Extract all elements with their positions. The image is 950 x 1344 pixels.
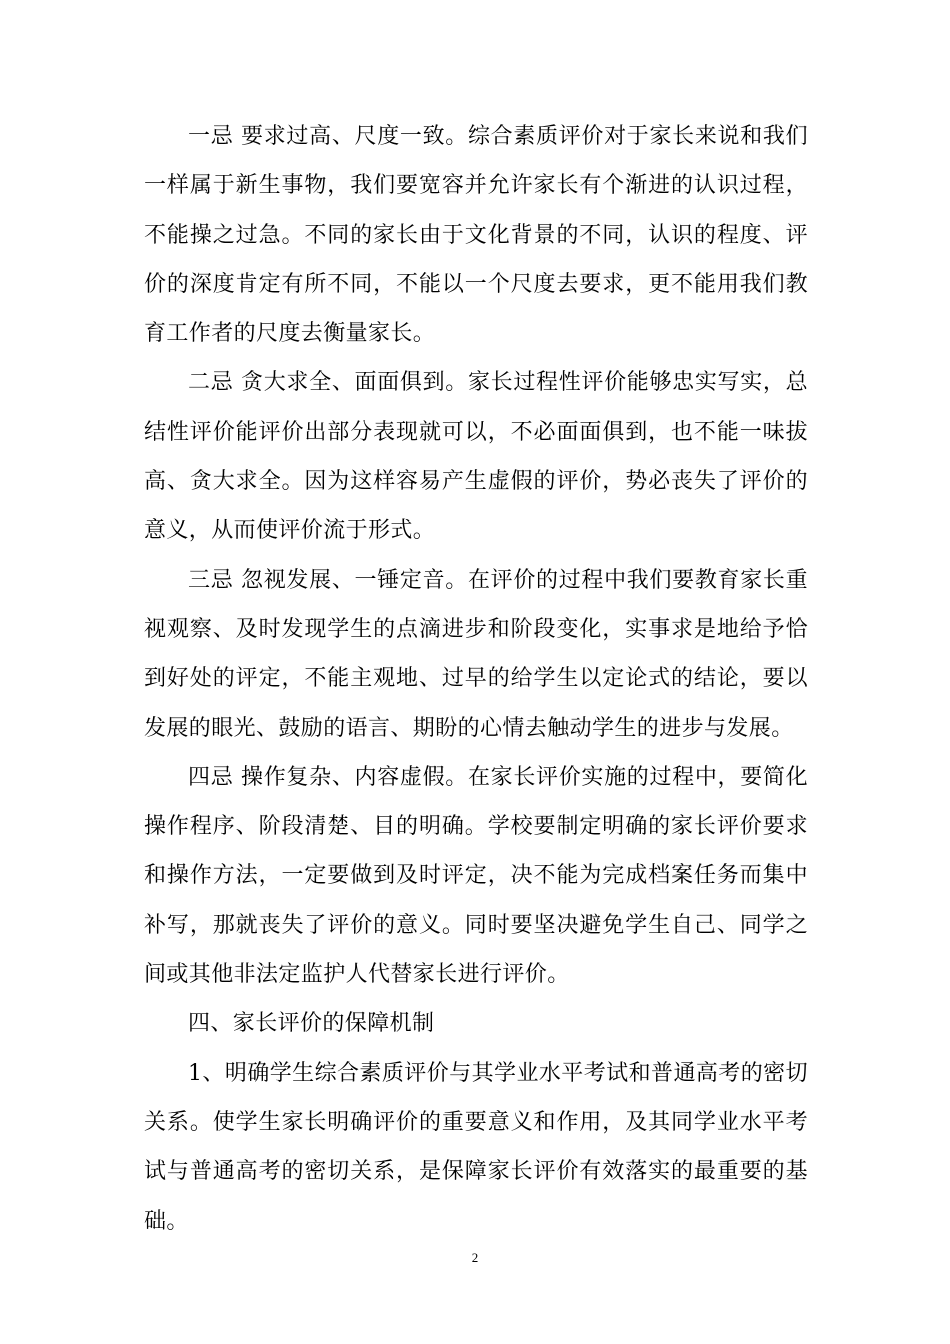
- document-body: [144, 112, 808, 1246]
- paragraph-item-1: 1、明确学生综合素质评价与其学业水平考试和普通高考的密切关系。使学生家长明确评价的重要意义和作用，及其同学业水平考试与普通高考的密切关系，是保障家长评价有效落实的最重要的基础。: [144, 1060, 808, 1234]
- section-heading: 四、家长评价的保障机制: [188, 1011, 435, 1037]
- paragraph-taboo-3: 三忌 忽视发展、一锤定音。在评价的过程中我们要教育家长重视观察、及时发现学生的点滴进步和阶段变化，实事求是地给予恰到好处的评定，不能主观地、过早的给学生以定论式的结论，要以发展的眼光、鼓励的语言、期盼的心情去触动学生的进步与发展。: [144, 567, 808, 741]
- paragraph-taboo-4: 四忌 操作复杂、内容虚假。在家长评价实施的过程中，要简化操作程序、阶段清楚、目的明确。学校要制定明确的家长评价要求和操作方法，一定要做到及时评定，决不能为完成档案任务而集中补写，那就丧失了评价的意义。同时要坚决避免学生自己、同学之间或其他非法定监护人代替家长进行评价。: [144, 764, 808, 988]
- paragraph-taboo-2: 二忌 贪大求全、面面俱到。家长过程性评价能够忠实写实，总结性评价能评价出部分表现就可以，不必面面俱到，也不能一味拔高、贪大求全。因为这样容易产生虚假的评价，势必丧失了评价的意义，从而使评价流于形式。: [144, 370, 808, 544]
- paragraph-taboo-1: 一忌 要求过高、尺度一致。综合素质评价对于家长来说和我们一样属于新生事物，我们要宽容并允许家长有个渐进的认识过程，不能操之过急。不同的家长由于文化背景的不同，认识的程度、评价的深度肯定有所不同，不能以一个尺度去要求，更不能用我们教育工作者的尺度去衡量家长。: [144, 124, 808, 347]
- page-number: 2: [471, 1250, 479, 1265]
